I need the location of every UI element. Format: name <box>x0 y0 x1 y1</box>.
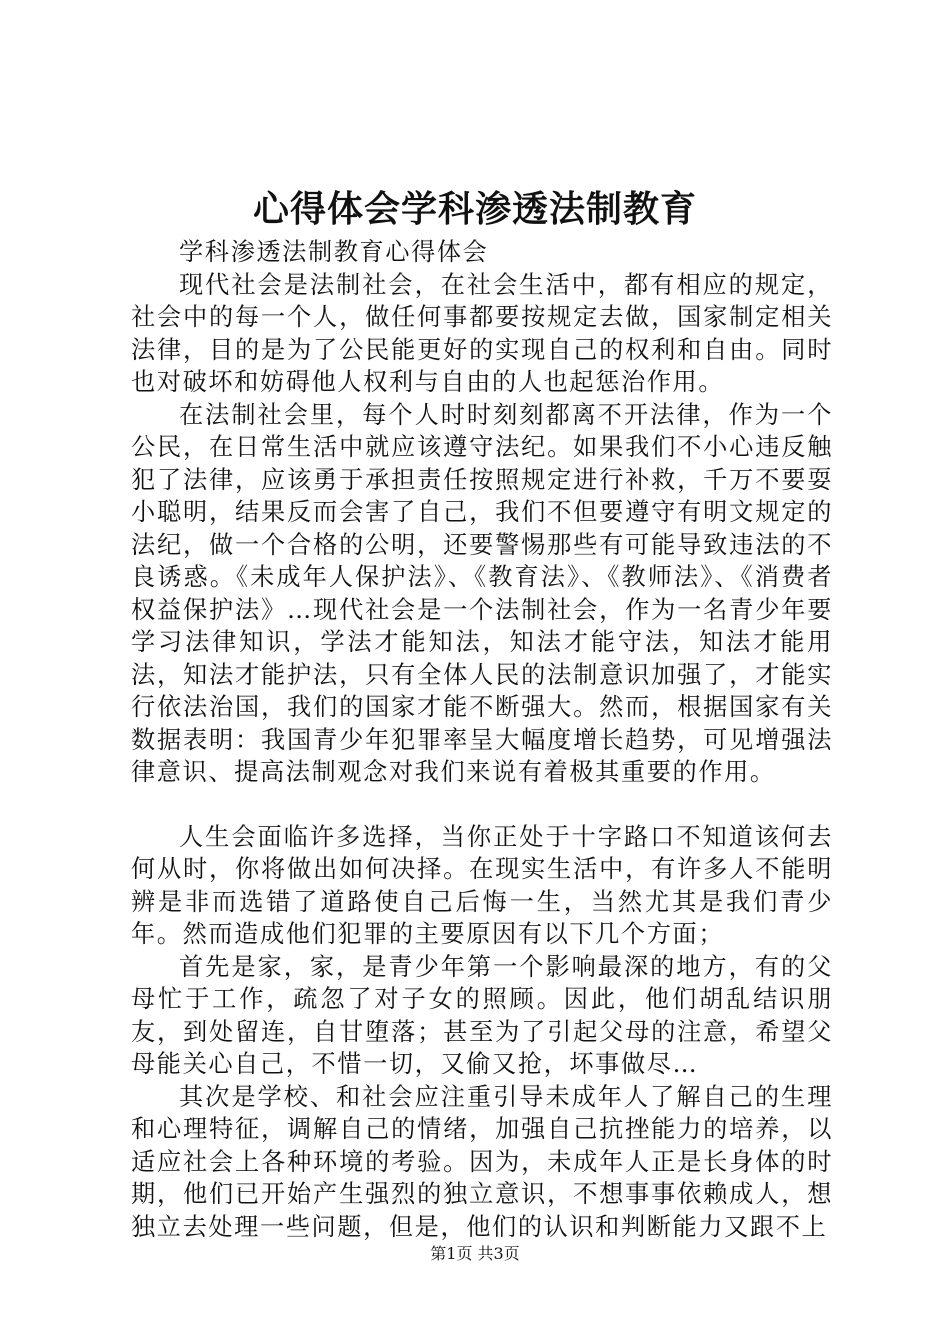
document-title: 心得体会学科渗透法制教育 <box>252 189 697 230</box>
body-paragraph: 现代社会是法制社会，在社会生活中，都有相应的规定，社会中的每一个人，做任何事都要按规定去做，国家制定相关法律，目的是为了公民能更好的实现自己的权利和自由。同时也对破坏和妨碍他人权利与自由的人也起惩治作用。 <box>131 270 833 396</box>
body-paragraph: 首先是家，家，是青少年第一个影响最深的地方，有的父母忙于工作，疏忽了对子女的照顾。因此，他们胡乱结识朋友，到处留连，自甘堕落；甚至为了引起父母的注意，希望父母能关心自己，不惜一切，又偷又抢，坏事做尽… <box>131 952 833 1078</box>
subtitle-paragraph: 学科渗透法制教育心得体会 <box>179 238 489 266</box>
body-paragraph: 人生会面临许多选择，当你正处于十字路口不知道该何去何从时，你将做出如何决择。在现实生活中，有许多人不能明辨是非而选错了道路使自己后悔一生，当然尤其是我们青少年。然而造成他们犯罪的主要原因有以下几个方面； <box>131 822 833 948</box>
page-number-footer: 第1页 共3页 <box>430 1244 520 1263</box>
document-body <box>131 236 833 1243</box>
body-paragraph: 在法制社会里，每个人时时刻刻都离不开法律，作为一个公民，在日常生活中就应该遵守法纪。如果我们不小心违反触犯了法律，应该勇于承担责任按照规定进行补救，千万不要耍小聪明，结果反而会害了自己，我们不但要遵守有明文规定的法纪，做一个合格的公明，还要警惕那些有可能导致违法的不良诱惑。《未成年人保护法》、《教育法》、《教师法》、《消费者权益保护法》…现代社会是一个法制社会，作为一名青少年要学习法律知识，学法才能知法，知法才能守法，知法才能用法，知法才能护法，只有全体人民的法制意识加强了，才能实行依法治国，我们的国家才能不断强大。然而，根据国家有关数据表明：我国青少年犯罪率呈大幅度增长趋势，可见增强法律意识、提高法制观念对我们来说有着极其重要的作用。 <box>131 400 833 786</box>
body-paragraph: 其次是学校、和社会应注重引导未成年人了解自己的生理和心理特征，调解自己的情绪，加强自己抗挫能力的培养，以适应社会上各种环境的考验。因为，未成年人正是长身体的时期，他们已开始产生强烈的独立意识，不想事事依赖成人，想独立去处理一些问题，但是，他们的认识和判断能力又跟不上 <box>131 1082 833 1241</box>
